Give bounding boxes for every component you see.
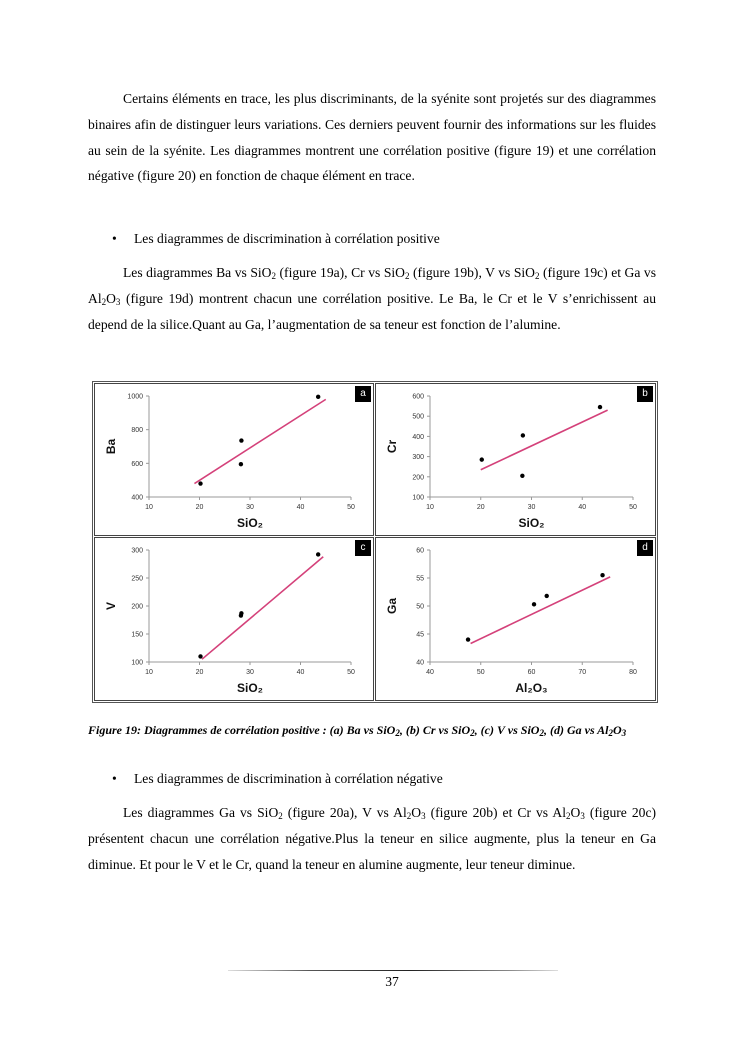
data-point — [532, 602, 536, 606]
x-axis-label: SiO₂ — [236, 681, 264, 695]
data-point — [545, 594, 549, 598]
bullet-positive-correlation — [112, 229, 440, 249]
y-axis-label: V — [104, 601, 118, 611]
data-point — [198, 654, 202, 658]
data-point — [600, 573, 604, 577]
panel-tag-b: b — [637, 386, 653, 402]
paragraph-intro: Certains éléments en trace, les plus discriminants, de la syénite sont projetés sur des diagrammes binaires afin de distinguer leurs variations. Ces derniers peuvent fournir des informations sur les fluides au sein de la syénite. Les diagrammes montrent une corrélation positive (figure 19) et une corrélation négative (figure 20) en fonction de chaque élément en trace. — [88, 91, 656, 184]
data-point — [466, 637, 470, 641]
data-point — [239, 462, 243, 466]
chart-v-vs-sio2 — [95, 538, 373, 700]
chart-ba-vs-sio2 — [95, 384, 373, 535]
y-tick-label: 200 — [131, 603, 143, 611]
x-tick-label: 30 — [527, 504, 536, 511]
x-tick-label: 10 — [145, 504, 153, 511]
y-tick-label: 1000 — [127, 393, 143, 401]
x-tick-label: 50 — [347, 504, 355, 511]
figure-19 — [92, 381, 658, 703]
y-tick-label: 400 — [131, 494, 143, 502]
x-tick-label: 50 — [476, 669, 485, 676]
x-tick-label: 20 — [195, 669, 204, 676]
y-tick-label: 250 — [131, 575, 143, 583]
trend-line — [194, 399, 325, 483]
data-point — [316, 395, 320, 399]
x-tick-label: 20 — [195, 504, 204, 511]
y-tick-label: 800 — [131, 427, 143, 435]
y-tick-label: 300 — [412, 454, 424, 462]
y-tick-label: 200 — [412, 474, 424, 482]
chart-panel-b — [375, 383, 656, 536]
footer-divider — [228, 970, 558, 971]
x-tick-label: 10 — [145, 669, 153, 676]
bullet-dot-icon: • — [112, 231, 117, 246]
y-tick-label: 50 — [416, 603, 424, 611]
trend-line — [202, 557, 323, 659]
bullet-label: Les diagrammes de discrimination à corrélation positive — [134, 231, 440, 246]
y-tick-label: 600 — [412, 393, 424, 401]
x-axis-label: SiO₂ — [518, 516, 545, 530]
x-tick-label: 30 — [246, 669, 254, 676]
x-axis-label: SiO₂ — [236, 516, 264, 530]
x-tick-label: 10 — [426, 504, 434, 511]
data-point — [316, 552, 320, 556]
x-axis-label: Al₂O₃ — [515, 681, 548, 695]
x-tick-label: 40 — [296, 504, 305, 511]
bullet-label: Les diagrammes de discrimination à corrélation négative — [134, 771, 443, 786]
x-tick-label: 70 — [578, 669, 587, 676]
y-tick-label: 150 — [131, 631, 143, 639]
chart-ga-vs-al2o3 — [376, 538, 655, 700]
data-point — [480, 457, 484, 461]
x-tick-label: 20 — [476, 504, 485, 511]
y-tick-label: 100 — [412, 494, 424, 502]
x-tick-label: 40 — [578, 504, 587, 511]
data-point — [521, 433, 525, 437]
paragraph-positive: Les diagrammes Ba vs SiO$_2$ (figure 19a), Cr vs SiO$_2$ (figure 19b), V vs SiO$_2$ (figure 19c) et Ga vs $Al_2O_3$ (figure 19d) montrent chacun une corrélation positive. Le Ba, le Cr et le V s’enrichissent au depend de la silice.Quant au Ga, l’augmentation de sa teneur est fonction de l’alumine. — [88, 265, 656, 332]
panel-tag-c: c — [355, 540, 371, 556]
paragraph-negative: Les diagrammes Ga vs SiO$_2$ (figure 20a), V vs $Al_2O_3$ (figure 20b) et Cr vs $Al_2O_3$ (figure 20c) présentent chacun une corrélation négative.Plus la teneur en silice augmente, plus la teneur en Ga diminue. Et pour le V et le Cr, quand la teneur en alumine augmente, leur teneur diminue. — [88, 805, 657, 872]
x-tick-label: 50 — [347, 669, 355, 676]
y-tick-label: 40 — [416, 659, 424, 667]
panel-tag-d: d — [637, 540, 653, 556]
y-tick-label: 500 — [412, 413, 424, 421]
y-tick-label: 45 — [416, 631, 424, 639]
x-tick-label: 40 — [296, 669, 305, 676]
x-tick-label: 80 — [629, 669, 637, 676]
chart-panel-d — [375, 537, 656, 701]
bullet-dot-icon: • — [112, 771, 117, 786]
x-tick-label: 40 — [426, 669, 434, 676]
data-point — [520, 474, 524, 478]
chart-panel-a — [94, 383, 374, 536]
bullet-negative-correlation — [112, 769, 443, 789]
y-tick-label: 600 — [131, 460, 143, 468]
page-number: 37 — [385, 974, 399, 989]
chart-panel-c — [94, 537, 374, 701]
data-point — [239, 438, 243, 442]
trend-line — [471, 577, 611, 644]
panel-tag-a: a — [355, 386, 371, 402]
figure-caption: Figure 19: Diagrammes de corrélation positive : (a) Ba vs SiO$_2$, (b) Cr vs SiO$_2$, (c) V vs SiO$_2$, (d) Ga vs $Al_2O_3$ — [88, 723, 627, 738]
y-tick-label: 100 — [131, 659, 143, 667]
data-point — [239, 611, 243, 615]
y-tick-label: 300 — [131, 547, 143, 555]
data-point — [198, 481, 202, 485]
y-tick-label: 400 — [412, 433, 424, 441]
y-axis-label: Ba — [104, 438, 118, 455]
y-tick-label: 55 — [416, 575, 424, 583]
trend-line — [481, 410, 608, 470]
x-tick-label: 50 — [629, 504, 637, 511]
data-point — [598, 405, 602, 409]
x-tick-label: 30 — [246, 504, 254, 511]
y-tick-label: 60 — [416, 547, 424, 555]
y-axis-label: Ga — [385, 597, 399, 615]
y-axis-label: Cr — [385, 439, 399, 454]
chart-cr-vs-sio2 — [376, 384, 655, 535]
x-tick-label: 60 — [527, 669, 536, 676]
